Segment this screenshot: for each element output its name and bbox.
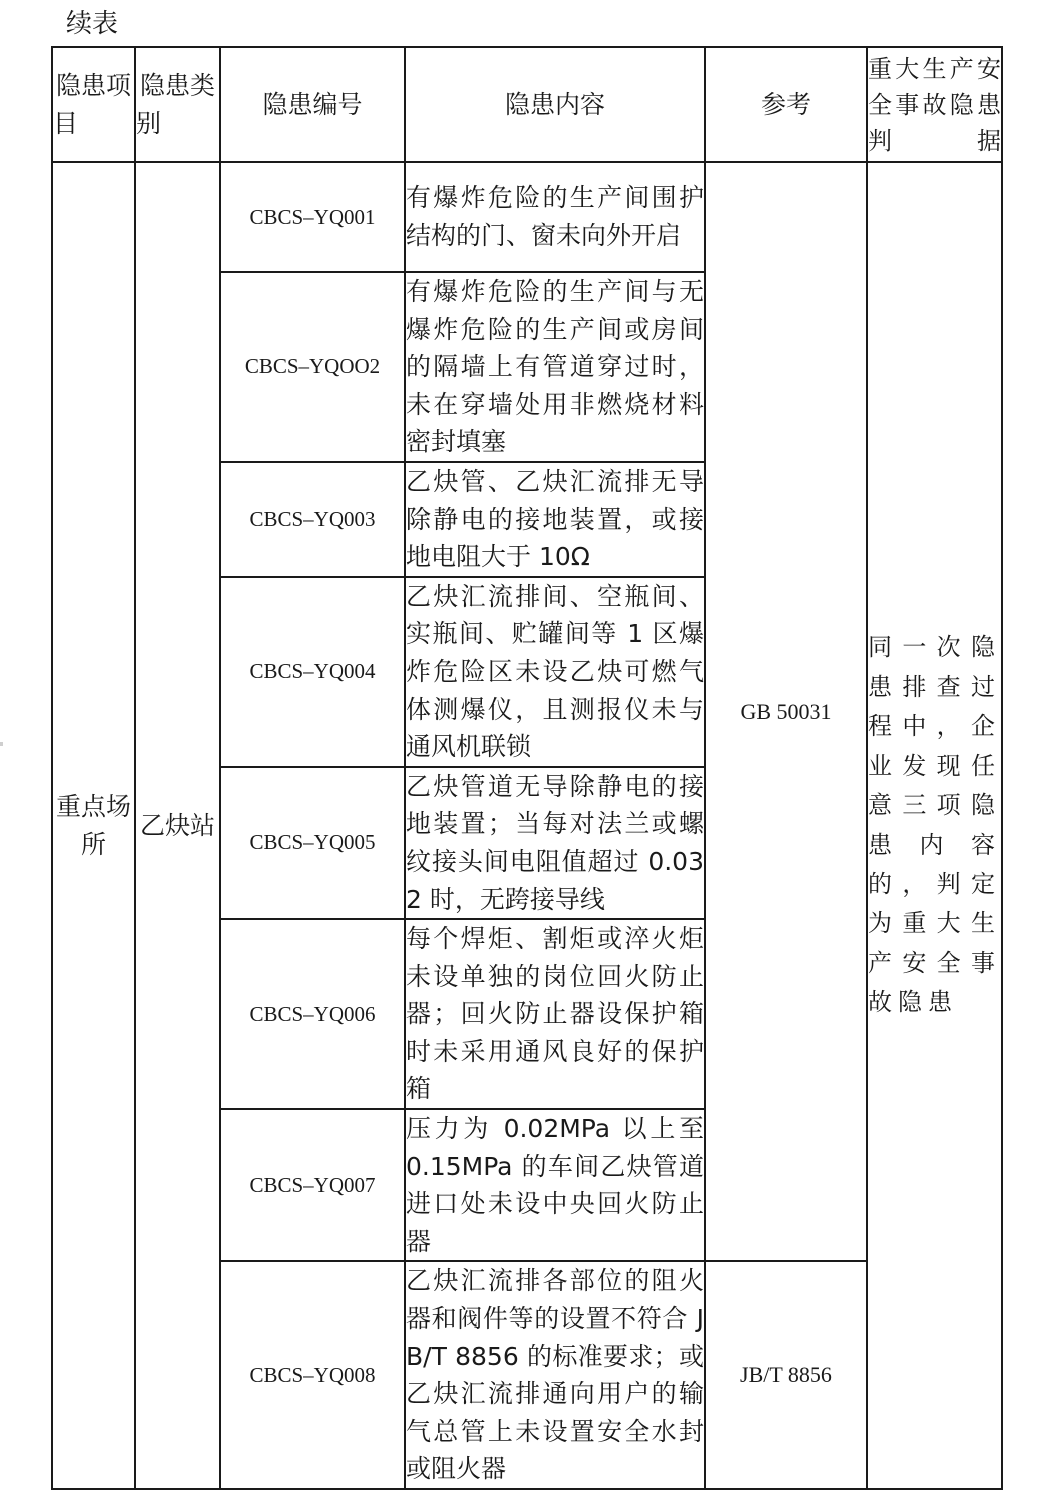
header-reference: 参考: [705, 47, 867, 162]
code-cell: CBCS–YQOO2: [220, 272, 405, 462]
code-cell: CBCS–YQ007: [220, 1109, 405, 1261]
content-cell: 每个焊炬、割炬或淬火炬未设单独的岗位回火防止器；回火防止器设保护箱时未采用通风良好的保护箱: [405, 919, 705, 1109]
code-cell: CBCS–YQ003: [220, 462, 405, 577]
criterion-cell: 同一次隐患排查过程中，企业发现任意三项隐患内容的，判定为重大生产安全事故隐患: [867, 162, 1002, 1489]
header-content: 隐患内容: [405, 47, 705, 162]
code-cell: CBCS–YQ001: [220, 162, 405, 272]
hazard-table: [51, 46, 1003, 1490]
code-cell: CBCS–YQ008: [220, 1261, 405, 1489]
reference-cell: JB/T 8856: [705, 1261, 867, 1489]
content-cell: 乙炔管、乙炔汇流排无导除静电的接地装置，或接地电阻大于 10Ω: [405, 462, 705, 577]
content-cell: 乙炔汇流排各部位的阻火器和阀件等的设置不符合 JB/T 8856 的标准要求；或乙炔汇流排通向用户的输气总管上未设置安全水封或阻火器: [405, 1261, 705, 1489]
item-cell: 重点场所: [52, 162, 135, 1489]
header-category: 隐患类别: [135, 47, 220, 162]
content-cell: 有爆炸危险的生产间围护结构的门、窗未向外开启: [405, 162, 705, 272]
reference-cell: GB 50031: [705, 162, 867, 1261]
header-item: 隐患项目: [52, 47, 135, 162]
content-cell: 有爆炸危险的生产间与无爆炸危险的生产间或房间的隔墙上有管道穿过时，未在穿墙处用非燃烧材料密封填塞: [405, 272, 705, 462]
header-row: [52, 47, 1002, 162]
code-cell: CBCS–YQ006: [220, 919, 405, 1109]
header-code: 隐患编号: [220, 47, 405, 162]
code-cell: CBCS–YQ005: [220, 767, 405, 919]
table-caption: 续表: [66, 9, 119, 39]
content-cell: 乙炔汇流排间、空瓶间、实瓶间、贮罐间等 1 区爆炸危险区未设乙炔可燃气体测爆仪，且测报仪未与通风机联锁: [405, 577, 705, 767]
scan-mark: [0, 742, 3, 746]
category-cell: 乙炔站: [135, 162, 220, 1489]
header-criterion: 重大生产安全事故隐患判据: [867, 47, 1002, 162]
content-cell: 压力为 0.02MPa 以上至 0.15MPa 的车间乙炔管道进口处未设中央回火防止器: [405, 1109, 705, 1261]
content-cell: 乙炔管道无导除静电的接地装置；当每对法兰或螺纹接头间电阻值超过 0.032 时，无跨接导线: [405, 767, 705, 919]
code-cell: CBCS–YQ004: [220, 577, 405, 767]
table-row: [52, 162, 1002, 272]
